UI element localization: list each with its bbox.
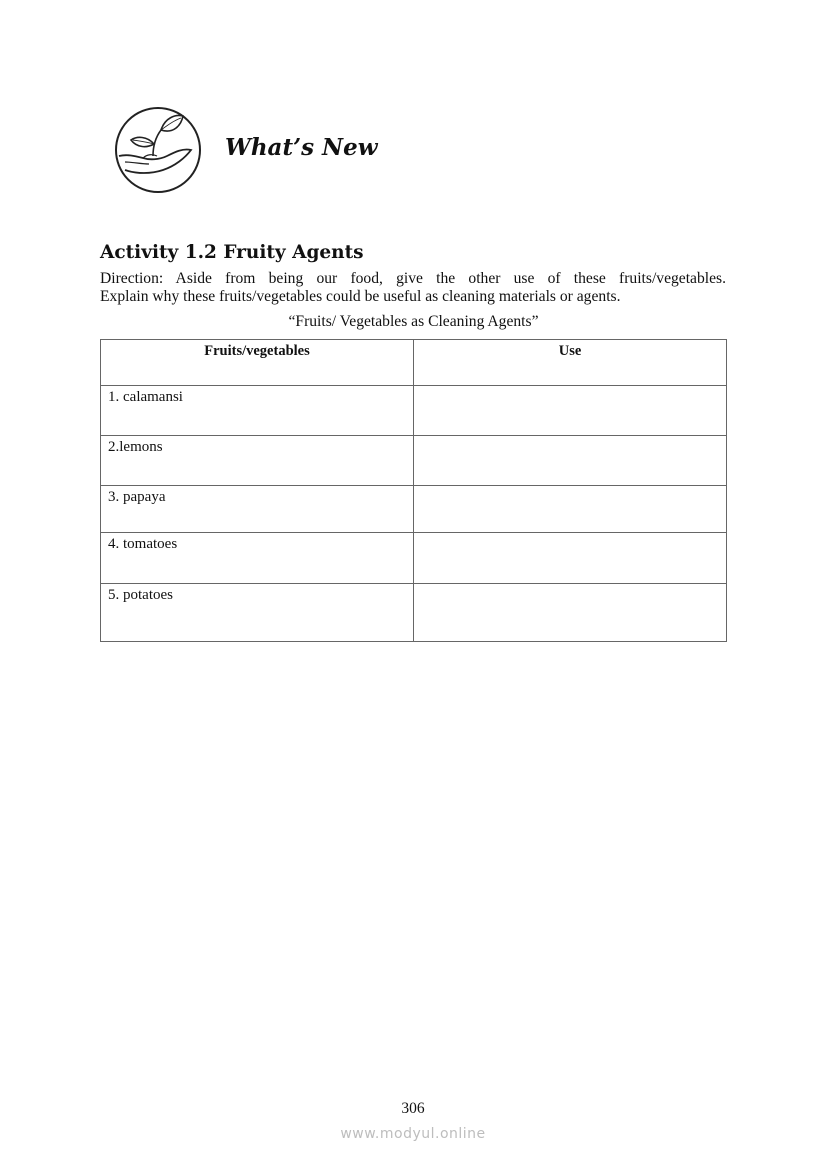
item-cell: 4. tomatoes — [101, 533, 414, 584]
hand-sprout-icon — [113, 104, 203, 196]
item-cell: 1. calamansi — [101, 386, 414, 436]
use-cell[interactable] — [414, 533, 727, 584]
table-row — [101, 486, 727, 533]
page-number: 306 — [401, 1100, 425, 1117]
table-row — [101, 533, 727, 584]
watermark: www.modyul.online — [340, 1126, 486, 1142]
direction-line-1: Direction: Aside from being our food, give the other use of these fruits/vegetables. — [100, 270, 726, 287]
table-row — [101, 584, 727, 642]
section-heading: What’s New — [225, 134, 378, 161]
use-cell[interactable] — [414, 436, 727, 486]
use-cell[interactable] — [414, 584, 727, 642]
use-cell[interactable] — [414, 386, 727, 436]
activity-direction — [100, 270, 726, 306]
item-cell: 5. potatoes — [101, 584, 414, 642]
table-row — [101, 386, 727, 436]
column-header-fruits-vegetables: Fruits/vegetables — [101, 340, 414, 386]
item-cell: 3. papaya — [101, 486, 414, 533]
table-header-row — [101, 340, 727, 386]
column-header-use: Use — [414, 340, 727, 386]
activity-title: Activity 1.2 Fruity Agents — [100, 242, 364, 263]
fruits-vegetables-table — [100, 339, 727, 642]
direction-line-2: Explain why these fruits/vegetables could be useful as cleaning materials or agents. — [100, 288, 621, 305]
table-row — [101, 436, 727, 486]
table-caption: “Fruits/ Vegetables as Cleaning Agents” — [288, 313, 539, 330]
item-cell: 2.lemons — [101, 436, 414, 486]
use-cell[interactable] — [414, 486, 727, 533]
